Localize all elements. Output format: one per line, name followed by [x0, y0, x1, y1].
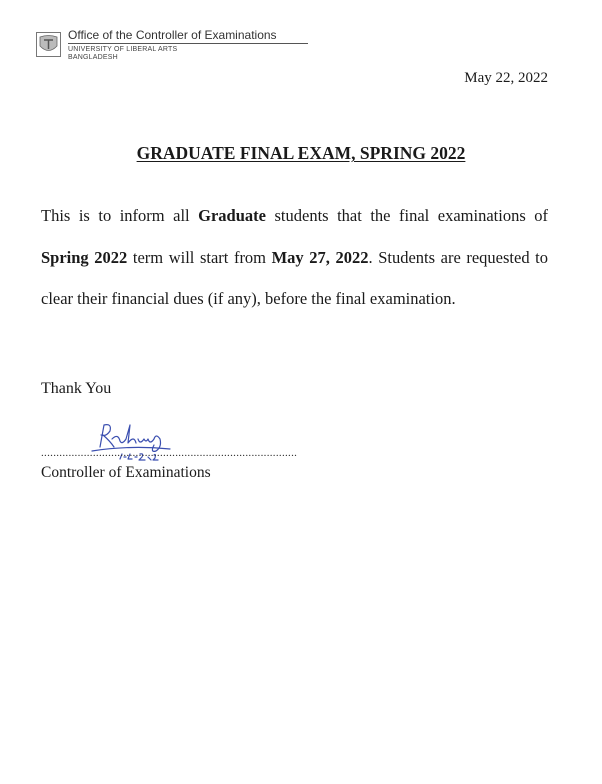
- ula-logo-icon: [36, 32, 61, 57]
- body-text: students that the final examinations of: [265, 206, 548, 225]
- handwritten-signature: [90, 417, 190, 467]
- letterhead: [36, 28, 286, 68]
- country-name: BANGLADESH: [68, 54, 118, 61]
- closing-text: Thank You: [41, 380, 112, 397]
- signatory-designation: Controller of Examinations: [41, 464, 211, 481]
- notice-title: GRADUATE FINAL EXAM, SPRING 2022: [136, 143, 466, 163]
- body-bold-text: Graduate: [198, 206, 266, 225]
- body-text: term will start from: [127, 247, 272, 267]
- body-text: . Students are requested to clear their financial dues (if any), before the final examination.: [41, 247, 548, 309]
- office-name: Office of the Controller of Examinations: [68, 28, 308, 44]
- university-name: UNIVERSITY OF LIBERAL ARTS: [68, 46, 178, 53]
- body-bold-text: May 27, 2022: [271, 247, 369, 267]
- signature-line: ....................................................................................: [41, 447, 298, 459]
- body-text: This is to inform all: [41, 206, 199, 225]
- notice-body: [41, 195, 548, 320]
- notice-date: May 22, 2022: [464, 70, 548, 86]
- body-bold-text: Spring 2022: [41, 247, 128, 267]
